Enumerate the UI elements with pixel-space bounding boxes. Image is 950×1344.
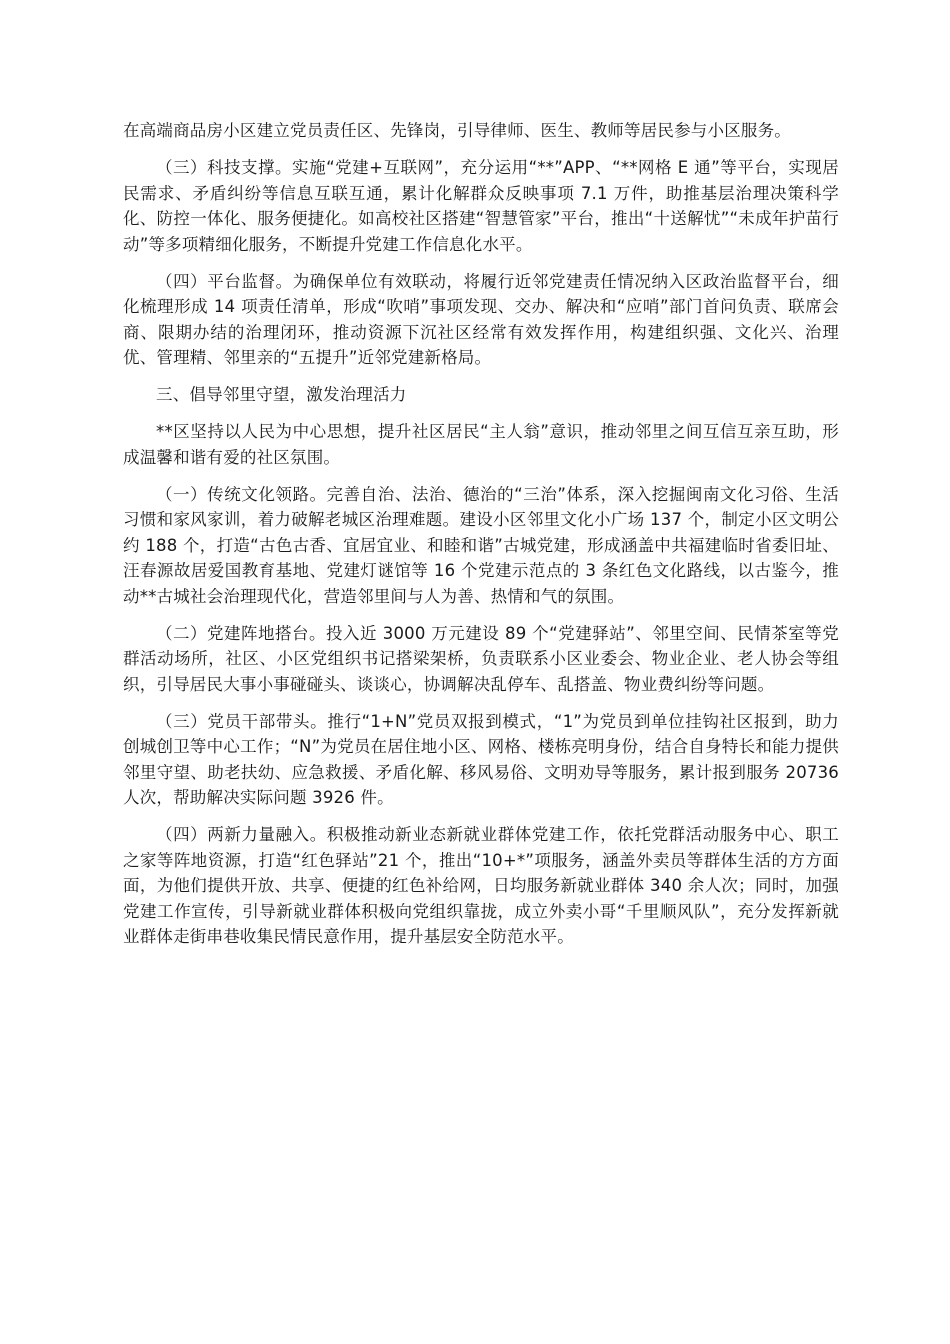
paragraph-intro: **区坚持以人民为中心思想，提升社区居民“主人翁”意识，推动邻里之间互信互亲互助，形成温馨和谐有爱的社区氛围。 [123, 422, 839, 467]
paragraph-culture: （一）传统文化领路。完善自治、法治、德治的“三治”体系，深入挖掘闽南文化习俗、生活习惯和家风家训，着力破解老城区治理难题。建设小区邻里文化小广场 137 个，制定小区文明公约 188 个，打造“古色古香、宜居宜业、和睦和谐”古城党建，形成涵盖中共福建临时省委旧址、汪春源故居爱国教育基地、党建灯谜馆等 16 个党建示范点的 3 条红色文化路线，以古鉴今，推动**古城社会治理现代化，营造邻里间与人为善、热情和气的氛围。 [123, 484, 839, 606]
document-page [123, 118, 839, 961]
paragraph-tech-support: （三）科技支撑。实施“党建+互联网”，充分运用“**”APP、“**网格 E 通”等平台，实现居民需求、矛盾纠纷等信息互联互通，累计化解群众反映事项 7.1 万件，助推基层治理决策科学化、防控一体化、服务便捷化。如高校社区搭建“智慧管家”平台，推出“十送解忧”“未成年护苗行动”等多项精细化服务，不断提升党建工作信息化水平。 [123, 158, 839, 254]
paragraph-cadres: （三）党员干部带头。推行“1+N”党员双报到模式，“1”为党员到单位挂钩社区报到，助力创城创卫等中心工作；“N”为党员在居住地小区、网格、楼栋亮明身份，结合自身特长和能力提供邻里守望、助老扶幼、应急救援、矛盾化解、移风易俗、文明劝导等服务，累计报到服务 20736 人次，帮助解决实际问题 3926 件。 [123, 711, 839, 807]
paragraph-continued: 在高端商品房小区建立党员责任区、先锋岗，引导律师、医生、教师等居民参与小区服务。 [123, 121, 791, 140]
paragraph-new-forces: （四）两新力量融入。积极推动新业态新就业群体党建工作，依托党群活动服务中心、职工之家等阵地资源，打造“红色驿站”21 个，推出“10+*”项服务，涵盖外卖员等群体生活的方方面面，为他们提供开放、共享、便捷的红色补给网，日均服务新就业群体 340 余人次；同时，加强党建工作宣传，引导新就业群体积极向党组织靠拢，成立外卖小哥“千里顺风队”，充分发挥新就业群体走街串巷收集民情民意作用，提升基层安全防范水平。 [123, 825, 839, 946]
paragraph-platform-supervision: （四）平台监督。为确保单位有效联动，将履行近邻党建责任情况纳入区政治监督平台，细化梳理形成 14 项责任清单，形成“吹哨”事项发现、交办、解决和“应哨”部门首问负责、联席会商、限期办结的治理闭环，推动资源下沉社区经常有效发挥作用，构建组织强、文化兴、治理优、管理精、邻里亲的“五提升”近邻党建新格局。 [123, 271, 839, 367]
section-heading: 三、倡导邻里守望，激发治理活力 [156, 385, 407, 404]
paragraph-positions: （二）党建阵地搭台。投入近 3000 万元建设 89 个“党建驿站”、邻里空间、民情茶室等党群活动场所，社区、小区党组织书记搭梁架桥，负责联系小区业委会、物业企业、老人协会等组织，引导居民大事小事碰碰头、谈谈心，协调解决乱停车、乱搭盖、物业费纠纷等问题。 [123, 623, 839, 694]
